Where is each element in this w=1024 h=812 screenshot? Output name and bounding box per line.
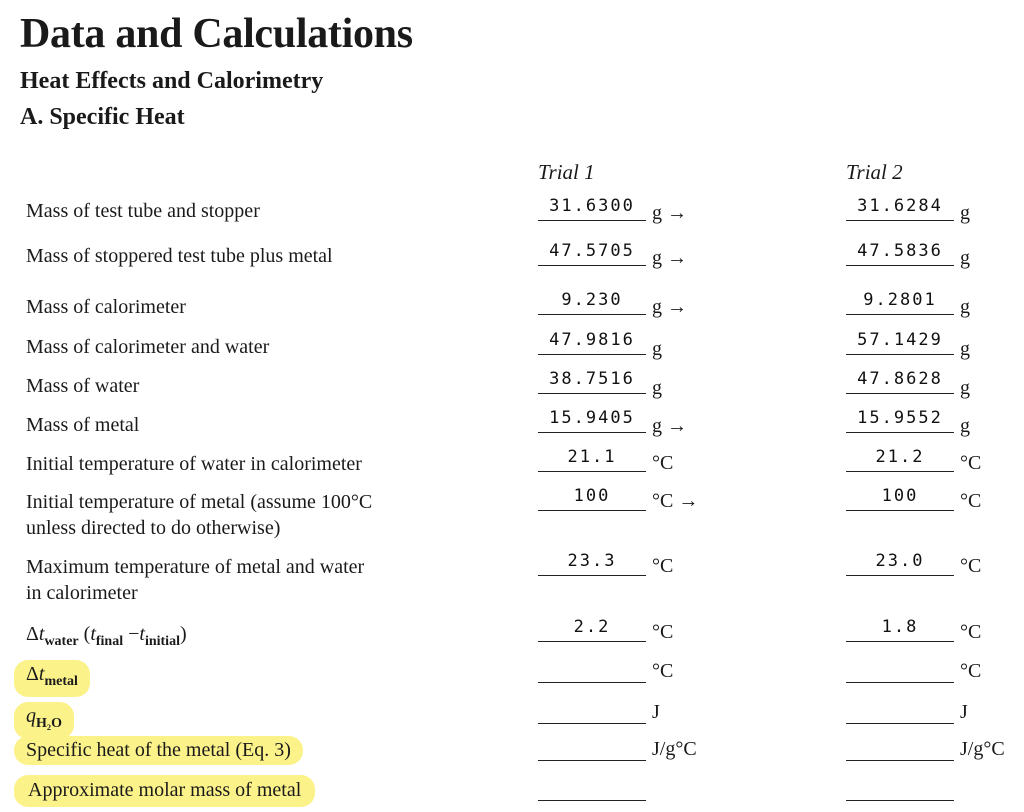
trial-1-value: 15.9405 [549,408,635,428]
row-label: Mass of metal [26,414,140,436]
trial-2-field [846,286,954,315]
trial-1-value: 38.7516 [549,369,635,389]
unit-label: °C → [652,490,699,512]
row-label-highlighted: Approximate molar mass of metal [14,775,315,807]
trial-2-field [846,192,954,221]
trial-1-value: 23.3 [567,551,617,571]
trial-1-value: 21.1 [567,447,617,467]
t-symbol: t [38,623,45,645]
trial-1-field [538,654,646,683]
delta-symbol: Δ [26,663,39,685]
trial-2-field [846,547,954,576]
trial-1-field [538,772,646,801]
row-label-highlighted [14,702,74,739]
unit-label: °C [652,555,674,577]
unit-label: °C [960,555,982,577]
q-symbol: q [26,705,36,727]
trial-1-field [538,286,646,315]
trial-2-value: 1.8 [881,617,919,637]
unit-label: g → [652,247,687,269]
trial-1-value: 100 [573,486,611,506]
trial-1-field [538,482,646,511]
row-label [26,554,466,606]
trial-2-value: 9.2801 [863,290,937,310]
unit-label: °C [960,452,982,474]
trial-2-header: Trial 2 [846,160,903,184]
unit-label: °C [652,452,674,474]
trial-1-value: 47.9816 [549,330,635,350]
unit-label: g → [652,202,687,224]
trial-1-field [538,732,646,761]
trial-2-field [846,365,954,394]
subscript: water [44,634,79,649]
trial-2-field [846,732,954,761]
trial-1-field [538,443,646,472]
unit-label: °C [960,621,982,643]
delta-symbol: Δ [26,623,39,645]
trial-1-field [538,547,646,576]
trial-2-value: 31.6284 [857,196,943,216]
trial-2-value: 47.8628 [857,369,943,389]
minus-sign: − [128,623,140,645]
trial-2-field [846,237,954,266]
trial-2-field [846,404,954,433]
trial-1-value: 9.230 [561,290,623,310]
unit-label: g → [652,415,687,437]
trial-2-field [846,654,954,683]
unit-label: °C [960,490,982,512]
unit-label: g [960,202,970,224]
row-label-line-2: in calorimeter [26,582,138,604]
unit-label: °C [652,660,674,682]
unit-label: J [652,701,660,723]
t-symbol: t [139,623,145,645]
unit-label: g [652,338,662,360]
trial-1-value: 47.5705 [549,241,635,261]
row-label: Mass of calorimeter [26,296,186,318]
trial-2-value: 47.5836 [857,241,943,261]
row-label-line-1: Maximum temperature of metal and water [26,556,365,578]
trial-1-value: 31.6300 [549,196,635,216]
t-symbol: t [38,663,45,685]
paren: ) [179,623,187,645]
section-title: A. Specific Heat [20,104,185,130]
trial-2-field [846,443,954,472]
row-label [26,489,466,541]
row-label [26,621,466,655]
trial-1-header: Trial 1 [538,160,595,184]
unit-label: g [960,338,970,360]
row-label: Mass of stoppered test tube plus metal [26,245,333,267]
unit-label: g [960,296,970,318]
trial-1-field [538,365,646,394]
subscript: metal [44,674,78,689]
row-label-line-2: unless directed to do otherwise) [26,517,281,539]
unit-label: g [960,247,970,269]
unit-label: J [960,701,968,723]
trial-2-field [846,326,954,355]
trial-1-field [538,695,646,724]
trial-2-value: 100 [881,486,919,506]
trial-1-field [538,404,646,433]
row-label: Initial temperature of water in calorimeter [26,453,362,475]
trial-2-value: 21.2 [875,447,925,467]
trial-2-field [846,695,954,724]
row-label: Mass of water [26,375,140,397]
trial-2-value: 15.9552 [857,408,943,428]
unit-label: J/g°C [652,738,697,760]
trial-1-field [538,613,646,642]
trial-2-field [846,613,954,642]
page-title: Data and Calculations [20,11,413,57]
unit-label: °C [960,660,982,682]
unit-label: g [652,377,662,399]
trial-2-value: 57.1429 [857,330,943,350]
trial-2-value: 23.0 [875,551,925,571]
trial-1-value: 2.2 [573,617,611,637]
row-label: Mass of calorimeter and water [26,336,270,358]
subscript: H₂O [36,716,62,731]
unit-label: g → [652,296,687,318]
trial-1-field [538,192,646,221]
trial-1-field [538,237,646,266]
row-label-highlighted: Specific heat of the metal (Eq. 3) [14,736,303,765]
subscript: initial [144,634,180,649]
trial-2-field [846,482,954,511]
subscript: final [95,634,124,649]
unit-label: °C [652,621,674,643]
paren: ( [83,623,91,645]
page-subtitle: Heat Effects and Calorimetry [20,68,324,94]
unit-label: g [960,377,970,399]
row-label-line-1: Initial temperature of metal (assume 100°C [26,491,373,513]
unit-label: g [960,415,970,437]
t-symbol: t [90,623,96,645]
row-label: Mass of test tube and stopper [26,200,260,222]
trial-1-field [538,326,646,355]
row-label-highlighted [14,660,90,697]
unit-label: J/g°C [960,738,1005,760]
trial-2-field [846,772,954,801]
